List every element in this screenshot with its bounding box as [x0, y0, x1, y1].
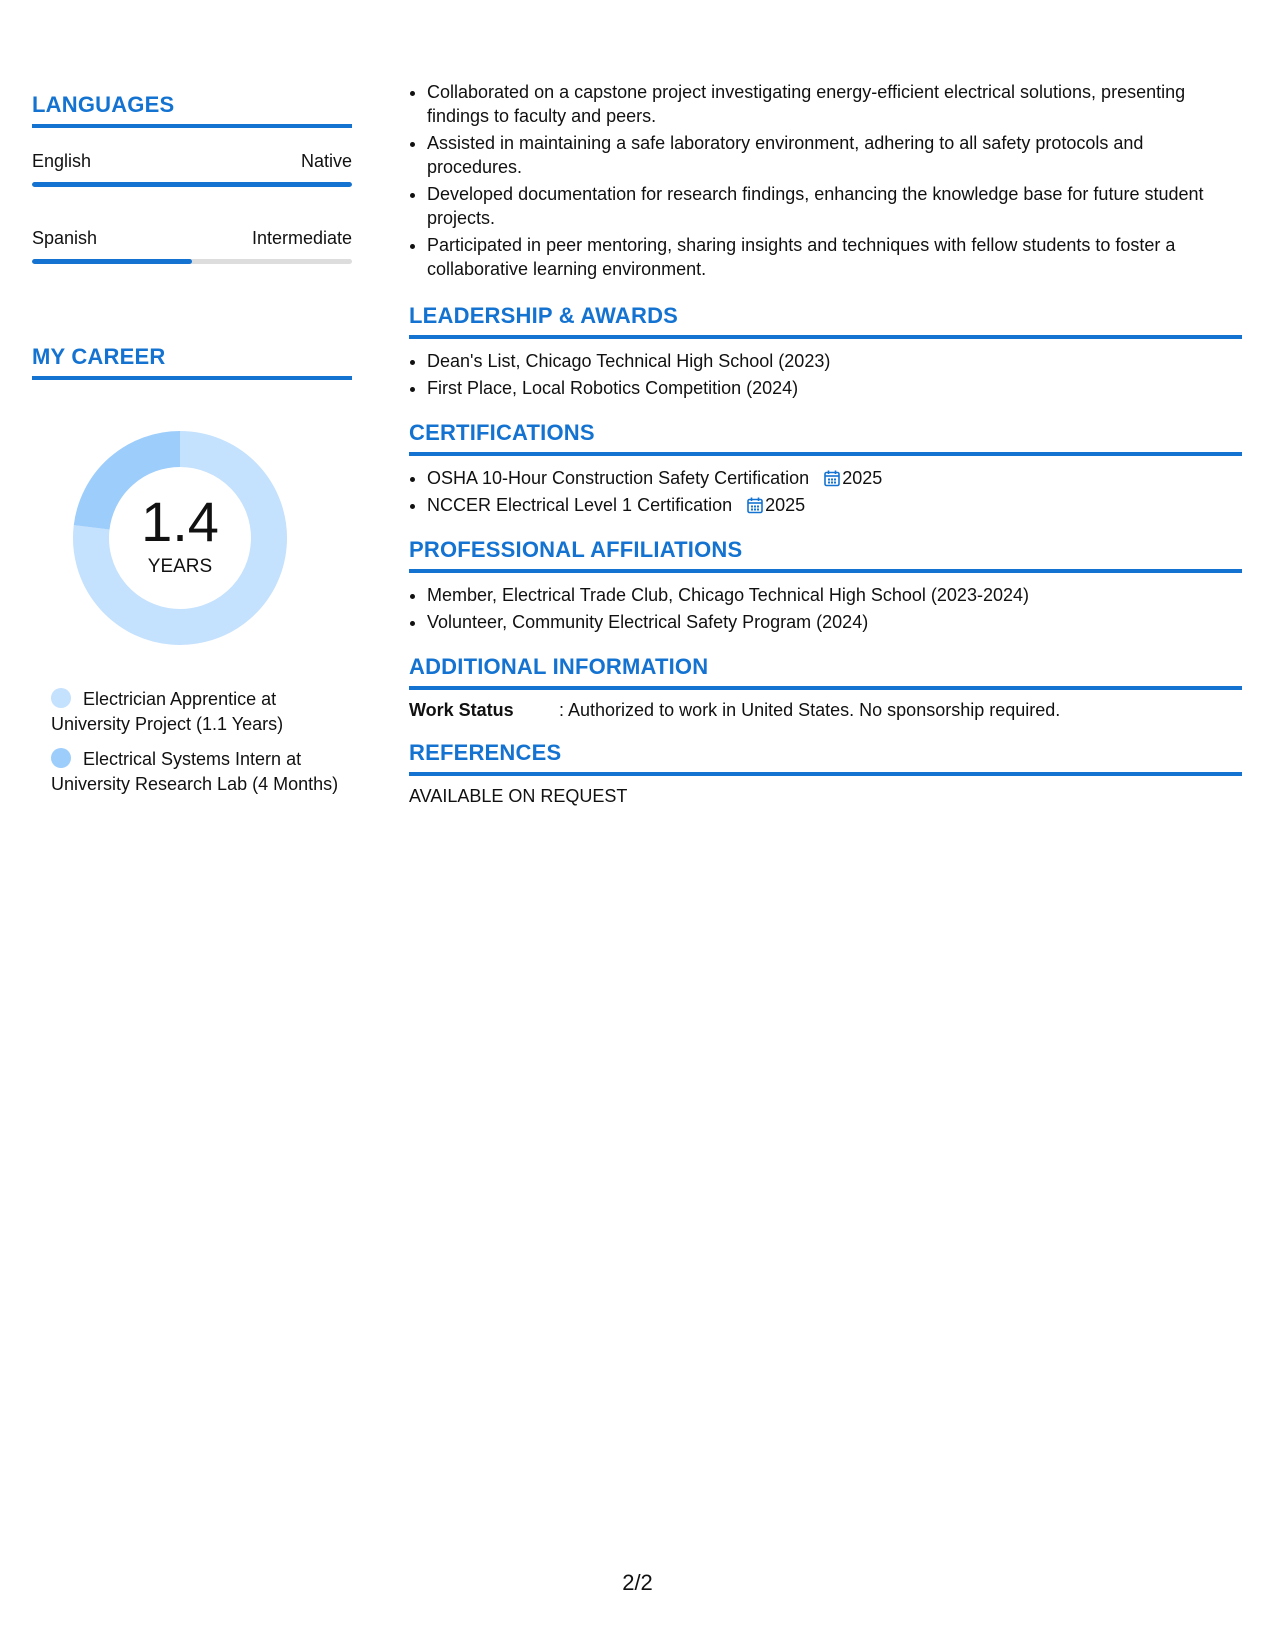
page-number: 2/2: [622, 1570, 653, 1595]
work-status-label: Work Status: [409, 700, 514, 720]
leadership-heading: LEADERSHIP & AWARDS: [409, 303, 1242, 339]
career-total: 1.4: [141, 490, 219, 553]
experience-bullets: [409, 80, 1242, 281]
list-item: [427, 493, 1242, 517]
language-spanish: [32, 227, 352, 264]
cert-name: NCCER Electrical Level 1 Certification: [427, 495, 733, 515]
language-name: Spanish: [32, 228, 98, 248]
list-item: • Volunteer, Community Electrical Safety Program (2024): [427, 610, 1242, 634]
references-heading: REFERENCES: [409, 740, 1242, 776]
legend-label: Electrician Apprentice at University Project (1.1 Years): [51, 689, 284, 734]
list-item: • Assisted in maintaining a safe laboratory environment, adhering to all safety protocols and procedures.: [427, 131, 1242, 179]
proficiency-bar: [32, 182, 352, 187]
work-status-value: : Authorized to work in United States. No sponsorship required.: [559, 700, 1061, 720]
main-content: [409, 80, 1242, 807]
certifications-heading: CERTIFICATIONS: [409, 420, 1242, 456]
legend-item: [51, 687, 341, 737]
proficiency-fill: [32, 182, 352, 187]
language-english: [32, 150, 352, 187]
legend-dot: [51, 748, 71, 768]
career-donut: [67, 425, 293, 651]
list-item: • First Place, Local Robotics Competition (2024): [427, 376, 1242, 400]
language-level: Native: [300, 151, 352, 171]
proficiency-bar: [32, 259, 352, 264]
career-heading: MY CAREER: [32, 344, 352, 380]
cert-year: 2025: [842, 468, 883, 488]
proficiency-fill: [32, 259, 192, 264]
list-item: • Dean's List, Chicago Technical High School (2023): [427, 349, 1242, 373]
list-item: • Member, Electrical Trade Club, Chicago Technical High School (2023-2024): [427, 583, 1242, 607]
list-item: • Collaborated on a capstone project investigating energy-efficient electrical solutions, presenting findings to faculty and peers.: [427, 80, 1242, 128]
languages-heading: LANGUAGES: [32, 92, 352, 128]
language-name: English: [32, 151, 92, 171]
language-level: Intermediate: [251, 228, 352, 248]
references-section: [409, 740, 1242, 807]
references-text: AVAILABLE ON REQUEST: [409, 786, 628, 806]
leadership-section: [409, 303, 1242, 400]
legend-label: Electrical Systems Intern at University Research Lab (4 Months): [51, 749, 339, 794]
certifications-section: [409, 420, 1242, 517]
additional-section: [409, 654, 1242, 722]
work-status-row: [409, 698, 1242, 722]
list-item: • Participated in peer mentoring, sharing insights and techniques with fellow students to foster a collaborative learning environment.: [427, 233, 1242, 281]
affiliations-section: [409, 537, 1242, 634]
cert-name: OSHA 10-Hour Construction Safety Certification: [427, 468, 810, 488]
sidebar: [32, 92, 352, 807]
career-legend: [51, 687, 341, 797]
cert-year: 2025: [765, 495, 806, 515]
legend-item: [51, 747, 341, 797]
list-item: [427, 466, 1242, 490]
legend-dot: [51, 688, 71, 708]
calendar-icon: [747, 497, 763, 514]
list-item: • Developed documentation for research findings, enhancing the knowledge base for future student projects.: [427, 182, 1242, 230]
affiliations-heading: PROFESSIONAL AFFILIATIONS: [409, 537, 1242, 573]
calendar-icon: [824, 470, 840, 487]
additional-heading: ADDITIONAL INFORMATION: [409, 654, 1242, 690]
career-unit: YEARS: [147, 556, 213, 577]
